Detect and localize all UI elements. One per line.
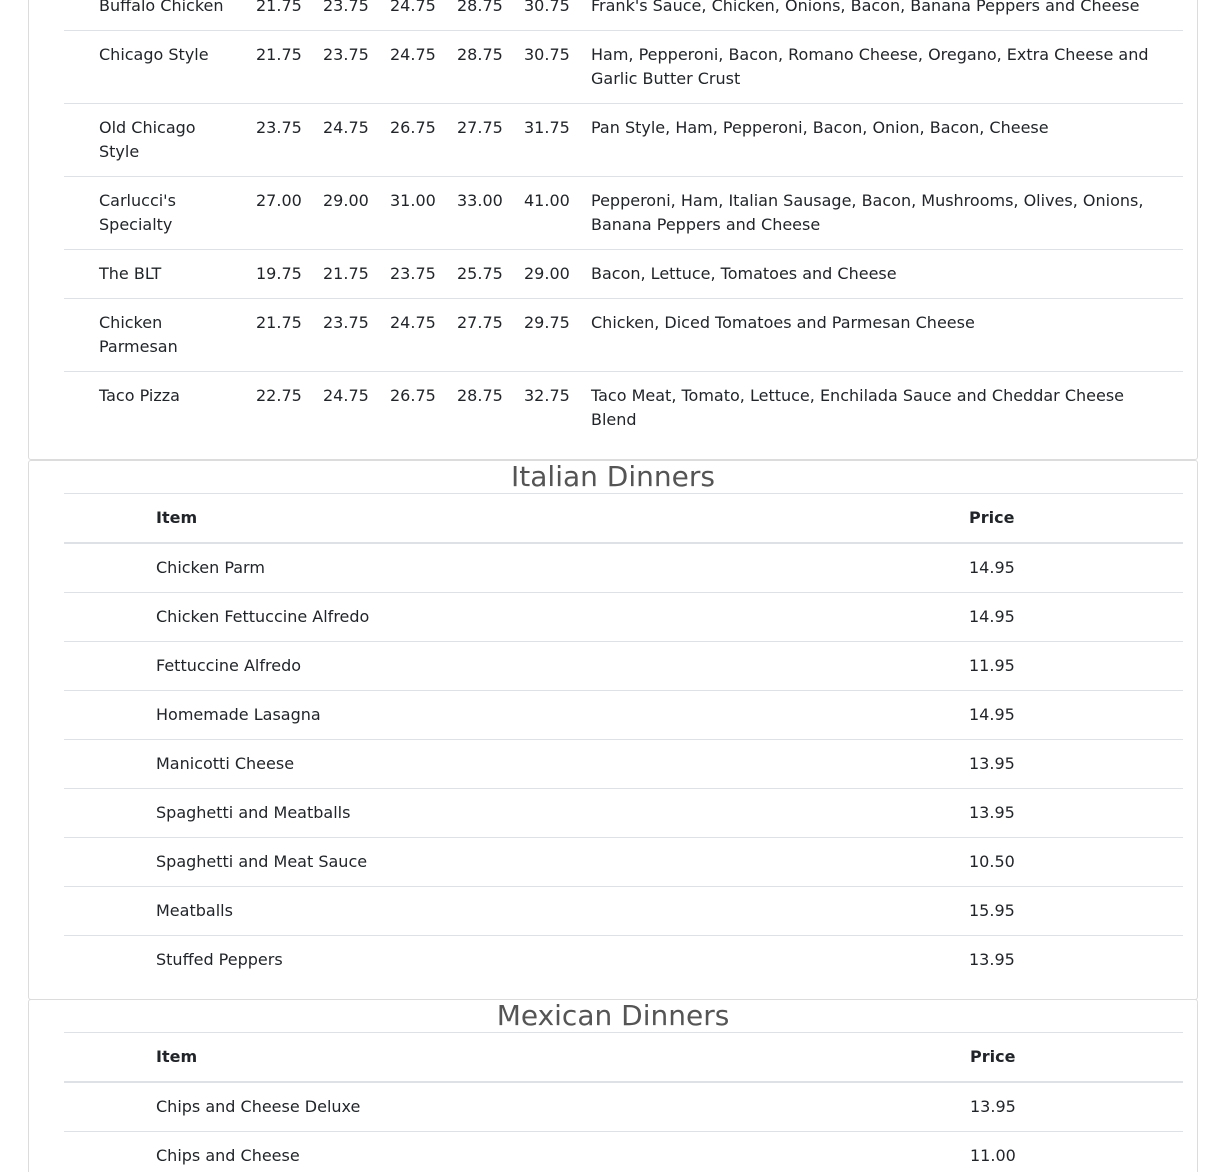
menu-item-name: Manicotti Cheese	[156, 754, 295, 773]
pizza-price: 21.75	[256, 313, 302, 332]
pizza-price: 23.75	[323, 45, 369, 64]
section-title: Italian Dinners	[511, 460, 715, 493]
pizza-name: Buffalo Chicken	[99, 0, 224, 15]
pizza-price: 30.75	[524, 0, 570, 15]
menu-item-price: 13.95	[969, 950, 1015, 970]
column-header-price: Price	[969, 508, 1015, 527]
table-row	[64, 177, 1183, 250]
table-row	[64, 936, 1183, 985]
menu-item-name: Chicken Fettuccine Alfredo	[156, 607, 370, 626]
pizza-price: 26.75	[390, 118, 436, 137]
menu-item-price: 14.95	[969, 607, 1015, 626]
pizza-price: 28.75	[457, 45, 503, 64]
pizza-price: 31.00	[390, 191, 436, 210]
pizza-description: Frank's Sauce, Chicken, Onions, Bacon, Banana Peppers and Cheese	[591, 0, 1140, 15]
pizza-description: Chicken, Diced Tomatoes and Parmesan Cheese	[591, 313, 975, 332]
pizza-price: 41.00	[524, 191, 570, 210]
pizza-price: 28.75	[457, 386, 503, 405]
pizza-description: Pan Style, Ham, Pepperoni, Bacon, Onion, Bacon, Cheese	[591, 118, 1049, 137]
mexican-dinners-table	[64, 1032, 1183, 1172]
table-row	[64, 593, 1183, 642]
pizza-name: The BLT	[99, 264, 162, 283]
table-row	[64, 740, 1183, 789]
pizza-price: 24.75	[323, 386, 369, 405]
table-row	[64, 299, 1183, 372]
menu-item-price: 13.95	[969, 803, 1015, 822]
table-row	[64, 31, 1183, 104]
pizza-name: Old Chicago Style	[99, 118, 196, 161]
pizza-price: 31.75	[524, 118, 570, 137]
pizza-name: Chicken Parmesan	[99, 313, 178, 356]
pizza-price: 25.75	[457, 264, 503, 283]
table-header-row	[64, 494, 1183, 544]
table-row	[64, 691, 1183, 740]
pizza-description: Pepperoni, Ham, Italian Sausage, Bacon, Mushrooms, Olives, Onions, Banana Peppers and Cheese	[591, 191, 1144, 234]
specialty-pizza-card	[28, 0, 1198, 460]
column-header-price: Price	[970, 1047, 1016, 1066]
menu-item-price: 11.95	[969, 656, 1015, 675]
table-row	[64, 543, 1183, 593]
table-row	[64, 1082, 1183, 1132]
italian-dinners-card	[28, 460, 1198, 1000]
table-row	[64, 789, 1183, 838]
column-header-item: Item	[156, 1047, 198, 1066]
pizza-description: Ham, Pepperoni, Bacon, Romano Cheese, Oregano, Extra Cheese and Garlic Butter Crust	[591, 45, 1149, 88]
menu-item-price: 11.00	[970, 1146, 1016, 1166]
menu-item-name: Spaghetti and Meat Sauce	[156, 852, 368, 871]
menu-item-name: Chicken Parm	[156, 558, 265, 577]
pizza-price: 29.00	[524, 264, 570, 283]
table-header-row	[64, 1033, 1183, 1083]
pizza-price: 21.75	[323, 264, 369, 283]
pizza-price: 24.75	[323, 118, 369, 137]
pizza-price: 24.75	[390, 313, 436, 332]
pizza-price: 23.75	[323, 0, 369, 15]
pizza-price: 24.75	[390, 45, 436, 64]
table-row	[64, 1132, 1183, 1172]
pizza-price: 28.75	[457, 0, 503, 15]
mexican-dinners-card	[28, 999, 1198, 1172]
pizza-price: 26.75	[390, 386, 436, 405]
menu-item-name: Meatballs	[156, 901, 233, 920]
menu-item-price: 15.95	[969, 901, 1015, 920]
pizza-price: 23.75	[390, 264, 436, 283]
column-header-item: Item	[156, 508, 198, 527]
section-title: Mexican Dinners	[496, 999, 730, 1032]
table-row	[64, 642, 1183, 691]
menu-item-price: 13.95	[970, 1097, 1016, 1116]
italian-dinners-table	[64, 493, 1183, 985]
table-row	[64, 250, 1183, 299]
pizza-price: 22.75	[256, 386, 302, 405]
pizza-price: 23.75	[323, 313, 369, 332]
pizza-price: 33.00	[457, 191, 503, 210]
pizza-price: 27.00	[256, 191, 302, 210]
menu-item-name: Stuffed Peppers	[156, 950, 283, 970]
table-row	[64, 887, 1183, 936]
pizza-price: 30.75	[524, 45, 570, 64]
pizza-price: 29.75	[524, 313, 570, 332]
menu-item-name: Fettuccine Alfredo	[156, 656, 302, 675]
pizza-price: 27.75	[457, 118, 503, 137]
pizza-description: Taco Meat, Tomato, Lettuce, Enchilada Sauce and Cheddar Cheese Blend	[591, 386, 1125, 429]
pizza-name: Chicago Style	[99, 45, 209, 64]
pizza-price: 24.75	[390, 0, 436, 15]
menu-item-price: 14.95	[969, 705, 1015, 724]
menu-item-price: 10.50	[969, 852, 1015, 871]
pizza-price: 19.75	[256, 264, 302, 283]
pizza-price: 32.75	[524, 386, 570, 405]
menu-item-price: 13.95	[969, 754, 1015, 773]
table-row	[64, 372, 1183, 445]
pizza-price: 29.00	[323, 191, 369, 210]
pizza-name: Taco Pizza	[99, 386, 180, 405]
pizza-price: 23.75	[256, 118, 302, 137]
table-row	[64, 104, 1183, 177]
menu-item-name: Homemade Lasagna	[156, 705, 321, 724]
table-row	[64, 838, 1183, 887]
pizza-price: 27.75	[457, 313, 503, 332]
menu-item-name: Chips and Cheese	[156, 1146, 300, 1166]
pizza-description: Bacon, Lettuce, Tomatoes and Cheese	[591, 264, 897, 283]
menu-item-name: Spaghetti and Meatballs	[156, 803, 351, 822]
pizza-price: 21.75	[256, 45, 302, 64]
pizza-price: 21.75	[256, 0, 302, 15]
specialty-pizza-table	[64, 0, 1183, 444]
pizza-name: Carlucci's Specialty	[99, 191, 176, 234]
menu-item-name: Chips and Cheese Deluxe	[156, 1097, 361, 1116]
table-row	[64, 0, 1183, 31]
menu-item-price: 14.95	[969, 558, 1015, 577]
